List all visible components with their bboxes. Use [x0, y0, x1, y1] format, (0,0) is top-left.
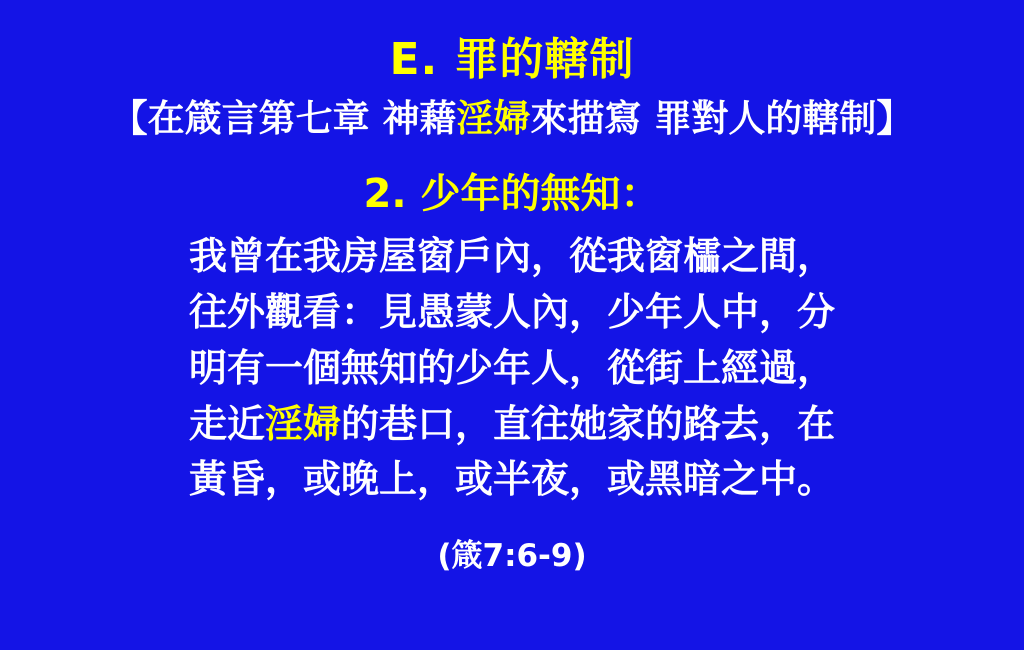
scripture-body [132, 229, 892, 508]
subtitle-text-after: 來描寫 罪對人的轄制】 [530, 97, 914, 141]
scripture-line: 往外觀看：見愚蒙人內，少年人中，分 [188, 289, 835, 334]
scripture-line: 明有一個無知的少年人，從街上經過， [188, 345, 835, 390]
subtitle-highlight: 淫婦 [456, 97, 531, 141]
scripture-line: 黃昏，或晚上，或半夜，或黑暗之中。 [188, 457, 835, 502]
scripture-line: 我曾在我房屋窗戶內，從我窗櫺之間， [188, 233, 835, 278]
subtitle-text-before: 【在箴言第七章 神藉 [110, 97, 457, 141]
section-heading: 2. 少年的無知： [363, 170, 661, 217]
slide-title: E. 罪的轄制 [389, 34, 635, 85]
scripture-reference: (箴7:6-9) [437, 538, 587, 575]
scripture-line [132, 397, 892, 453]
scripture-line-after: 的巷口，直往她家的路去，在 [341, 401, 836, 446]
scripture-line-highlight: 淫婦 [264, 401, 341, 446]
scripture-line-before: 走近 [188, 401, 265, 446]
slide-subtitle [111, 98, 914, 141]
